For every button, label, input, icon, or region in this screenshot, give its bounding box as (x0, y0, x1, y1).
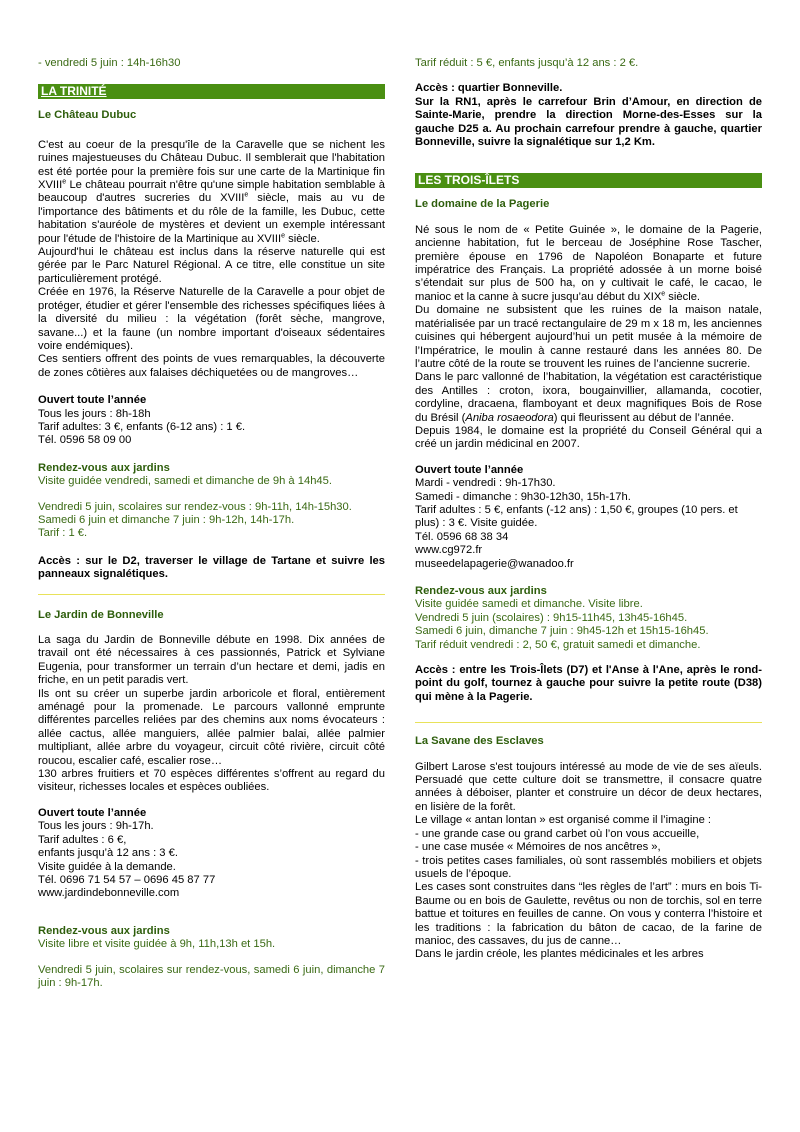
bonneville-paragraph-1: La saga du Jardin de Bonneville débute en 1998. Dix années de travail ont été nécessaires à ces passionnés, Patrick et Sylviane Eugenia, pour transformer un terrain d’un hectare et demi, jadis en friche, en un petit paradis vert. (38, 634, 385, 687)
bonneville-tarif-reduit: Tarif réduit : 5 €, enfants jusqu’à 12 ans : 2 €. (415, 57, 639, 69)
pagerie-email: museedelapagerie@wanadoo.fr (415, 557, 574, 570)
savane-list-item-1: - une grande case ou grand carbet où l’on vous accueille, (415, 827, 700, 840)
savane-paragraph-1: Gilbert Larose s'est toujours intéressé au mode de vie de ses aïeuls. Persuadé que cette culture doit se transmettre, il consacre quatre années à déboiser, planter et construire un décor de deux hectares, en lisière de la forêt. (415, 760, 762, 813)
dubuc-hours: Tous les jours : 8h-18h (38, 407, 151, 420)
pagerie-rdv-line-3: Samedi 6 juin, dimanche 7 juin : 9h45-12h et 15h15-16h45. (415, 625, 709, 638)
bonneville-phone: Tél. 0696 71 54 57 – 0696 45 87 77 (38, 873, 216, 886)
heading-domaine-pagerie: Le domaine de la Pagerie (415, 198, 550, 211)
dubuc-paragraph-2: Aujourd'hui le château est inclus dans la réserve naturelle qui est gérée par le Parc Naturel Régional. A ce titre, elle constitue un site particulièrement protégé. (38, 246, 385, 285)
bonneville-hours: Tous les jours : 9h-17h. (38, 820, 154, 833)
dubuc-tarif: Tarif adultes: 3 €, enfants (6-12 ans) : 1 €. (38, 420, 246, 433)
dubuc-rdv-heading: Rendez-vous aux jardins (38, 461, 170, 474)
dubuc-access: Accès : sur le D2, traverser le village de Tartane et suivre les panneaux signalétiques. (38, 554, 385, 581)
dubuc-rdv-line-3: Samedi 6 juin et dimanche 7 juin : 9h-12h, 14h-17h. (38, 513, 295, 526)
bonneville-website: www.jardindebonneville.com (38, 887, 180, 900)
bonneville-paragraph-2: Ils ont su créer un superbe jardin arboricole et floral, entièrement aménagé pour la promenade. Le parcours vallonné emprunte différentes parcelles reliées par des chemins aux noms évocateurs : allée cactus, allée manguiers, allée palmier balai, allée palmier multipliant, allée arbre du voyageur, circuit côté rivière, circuit côté roucou, escalier café, escalier rose… (38, 687, 385, 767)
savane-paragraph-2: Le village « antan lontan » est organisé comme il l’imagine : (415, 814, 712, 827)
pagerie-phone: Tél. 0596 68 38 34 (415, 530, 509, 543)
pagerie-paragraph-1: Né sous le nom de « Petite Guinée », le domaine de la Pagerie, ancienne habitation, fut le berceau de Joséphine Rose Tascher, première épouse en 1796 de Napoléon Bonaparte et future impératrice des Français. La propriété adossée à un morne boisé s’étendait sur plus de 500 ha, on y cultivait le café, le cacao, le manioc et la canne à sucre jusqu’au début du XIXe siècle. (415, 223, 762, 303)
pagerie-paragraph-2: Du domaine ne subsistent que les ruines de la maison natale, matérialisée par un tracé rectangulaire de 29 m x 18 m, les anciennes cuisines qui hébergent aujourd’hui un petit musée à la mémoire de l’Impératrice, le moulin à canne restauré dans les années 80. De l’autre côté de la route se trouvent les ruines de l’ancienne sucrerie. (415, 304, 762, 370)
pagerie-rdv-heading: Rendez-vous aux jardins (415, 585, 547, 597)
savane-list-item-3: - trois petites cases familiales, où sont rassemblés mobiliers et objets usuels de l’époque. (415, 854, 762, 880)
dubuc-rdv-line-4: Tarif : 1 €. (38, 527, 88, 540)
left-column (38, 57, 385, 990)
bonneville-open-heading: Ouvert toute l’année (38, 806, 147, 819)
savane-paragraph-3: Les cases sont construites dans “les règles de l’art” : murs en bois Ti-Baume ou en bois de Gaulette, revêtus ou non de torchis, sol en terre battue et toitures en feuilles de canne. On vous y conterra l’histoire et les traditions : la fabrication du bâton de cacao, de la farine de manioc, des cassaves, du jus de canne… (415, 881, 762, 947)
dubuc-paragraph-1: C'est au coeur de la presqu'île de la Caravelle que se nichent les ruines majestueuses du Château Dubuc. Il semblerait que l'habitation est été portée pour la première fois sur une carte de la Martinique fin XVIIIe Le château pourrait n'être qu'une simple habitation semblable à beaucoup d'autres sucreries du XVIIIe siècle, mais au vu de l'importance des bâtiments et du rôle de la famille, les Dubuc, cette habitation s'auréole de mystères et devient un exemple intéressant pour l'étude de l'histoire de la Martinique au XVIIIe siècle. (38, 138, 386, 245)
dubuc-rdv-line-1: Visite guidée vendredi, samedi et dimanche de 9h à 14h45. (38, 475, 332, 488)
pagerie-open-heading: Ouvert toute l’année (415, 463, 524, 476)
section-band-les-trois-ilets: LES TROIS-ÎLETS (415, 173, 762, 188)
pagerie-hours-weekday: Mardi - vendredi : 9h-17h30. (415, 477, 556, 490)
bonneville-tarif-children: enfants jusqu’à 12 ans : 3 €. (38, 847, 178, 860)
pagerie-rdv-line-4: Tarif réduit vendredi : 2, 50 €, gratuit samedi et dimanche. (415, 638, 701, 651)
dubuc-paragraph-3: Créée en 1976, la Réserve Naturelle de la Caravelle a pour objet de protéger, étudier et gérer l'ensemble des richesses spécifiques liées à la diversité du milieu : la végétation (forêt sèche, mangrove, savane...) et la faune (un nombre important d'oiseaux sédentaires voire endémiques). (38, 286, 385, 352)
dubuc-paragraph-4: Ces sentiers offrent des points de vues remarquables, la découverte de zones côtières aux falaises déchiquetées ou de mangroves… (38, 353, 385, 379)
intro-schedule-line: - vendredi 5 juin : 14h-16h30 (38, 57, 181, 69)
pagerie-rdv-line-2: Vendredi 5 juin (scolaires) : 9h15-11h45, 13h45-16h45. (415, 611, 688, 624)
dubuc-phone: Tél. 0596 58 09 00 (38, 434, 132, 447)
pagerie-paragraph-4: Depuis 1984, le domaine est la propriété du Conseil Général qui a créé un jardin médicinal en 2007. (415, 424, 762, 451)
pagerie-access: Accès : entre les Trois-Îlets (D7) et l'Anse à l'Ane, après le rond-point du golf, tournez à gauche pour suivre la petite route (D38) qui mène à la Pagerie. (415, 664, 762, 703)
bonneville-rdv-heading: Rendez-vous aux jardins (38, 924, 170, 937)
pagerie-tarif: Tarif adultes : 5 €, enfants (-12 ans) : 1,50 €, groupes (10 pers. et plus) : 3 €. Visite guidée. (415, 503, 738, 530)
bonneville-guided: Visite guidée à la demande. (38, 860, 176, 873)
bonneville-access-text: Sur la RN1, après le carrefour Brin d’Amour, en direction de Sainte-Marie, prendre la direction Morne-des-Esses sur la gauche D25 a. Au prochain carrefour prendre à gauche, quartier Bonneville, suivre la signalétique sur 1,2 Km. (415, 95, 762, 149)
pagerie-paragraph-3: Dans le parc vallonné de l’habitation, la végétation est caractéristique des Antilles : croton, ixora, bougainvillier, allamanda, cocotier, cordyline, dracaena, flamboyant et deux magnifiques Bois de Rose du Brésil (Aniba rosaeodora) qui fleurissent au début de l’année. (415, 371, 762, 424)
heading-jardin-bonneville: Le Jardin de Bonneville (38, 608, 164, 621)
dubuc-rdv-line-2: Vendredi 5 juin, scolaires sur rendez-vous : 9h-11h, 14h-15h30. (38, 500, 352, 513)
bonneville-paragraph-3: 130 arbres fruitiers et 70 espèces différentes s’offrent au regard du visiteur, richesses locales et espèces oubliées. (38, 768, 385, 794)
savane-paragraph-4: Dans le jardin créole, les plantes médicinales et les arbres (415, 948, 704, 961)
pagerie-hours-weekend: Samedi - dimanche : 9h30-12h30, 15h-17h. (415, 490, 631, 503)
pagerie-rdv-line-1: Visite guidée samedi et dimanche. Visite libre. (415, 598, 643, 611)
dubuc-open-heading: Ouvert toute l’année (38, 394, 147, 407)
heading-savane-esclaves: La Savane des Esclaves (415, 735, 544, 748)
bonneville-rdv-line-1: Visite libre et visite guidée à 9h, 11h,13h et 15h. (38, 938, 276, 951)
pagerie-website: www.cg972.fr (415, 544, 483, 557)
bonneville-rdv-line-2: Vendredi 5 juin, scolaires sur rendez-vous, samedi 6 juin, dimanche 7 juin : 9h-17h. (38, 963, 385, 989)
section-band-la-trinite: LA TRINITÉ (38, 84, 385, 99)
right-column (415, 57, 762, 962)
heading-chateau-dubuc: Le Château Dubuc (38, 109, 137, 122)
bonneville-tarif-adults: Tarif adultes : 6 €, (38, 833, 127, 846)
bonneville-access-heading: Accès : quartier Bonneville. (415, 82, 563, 95)
savane-list-item-2: - une case musée « Mémoires de nos ancêtres », (415, 841, 661, 854)
